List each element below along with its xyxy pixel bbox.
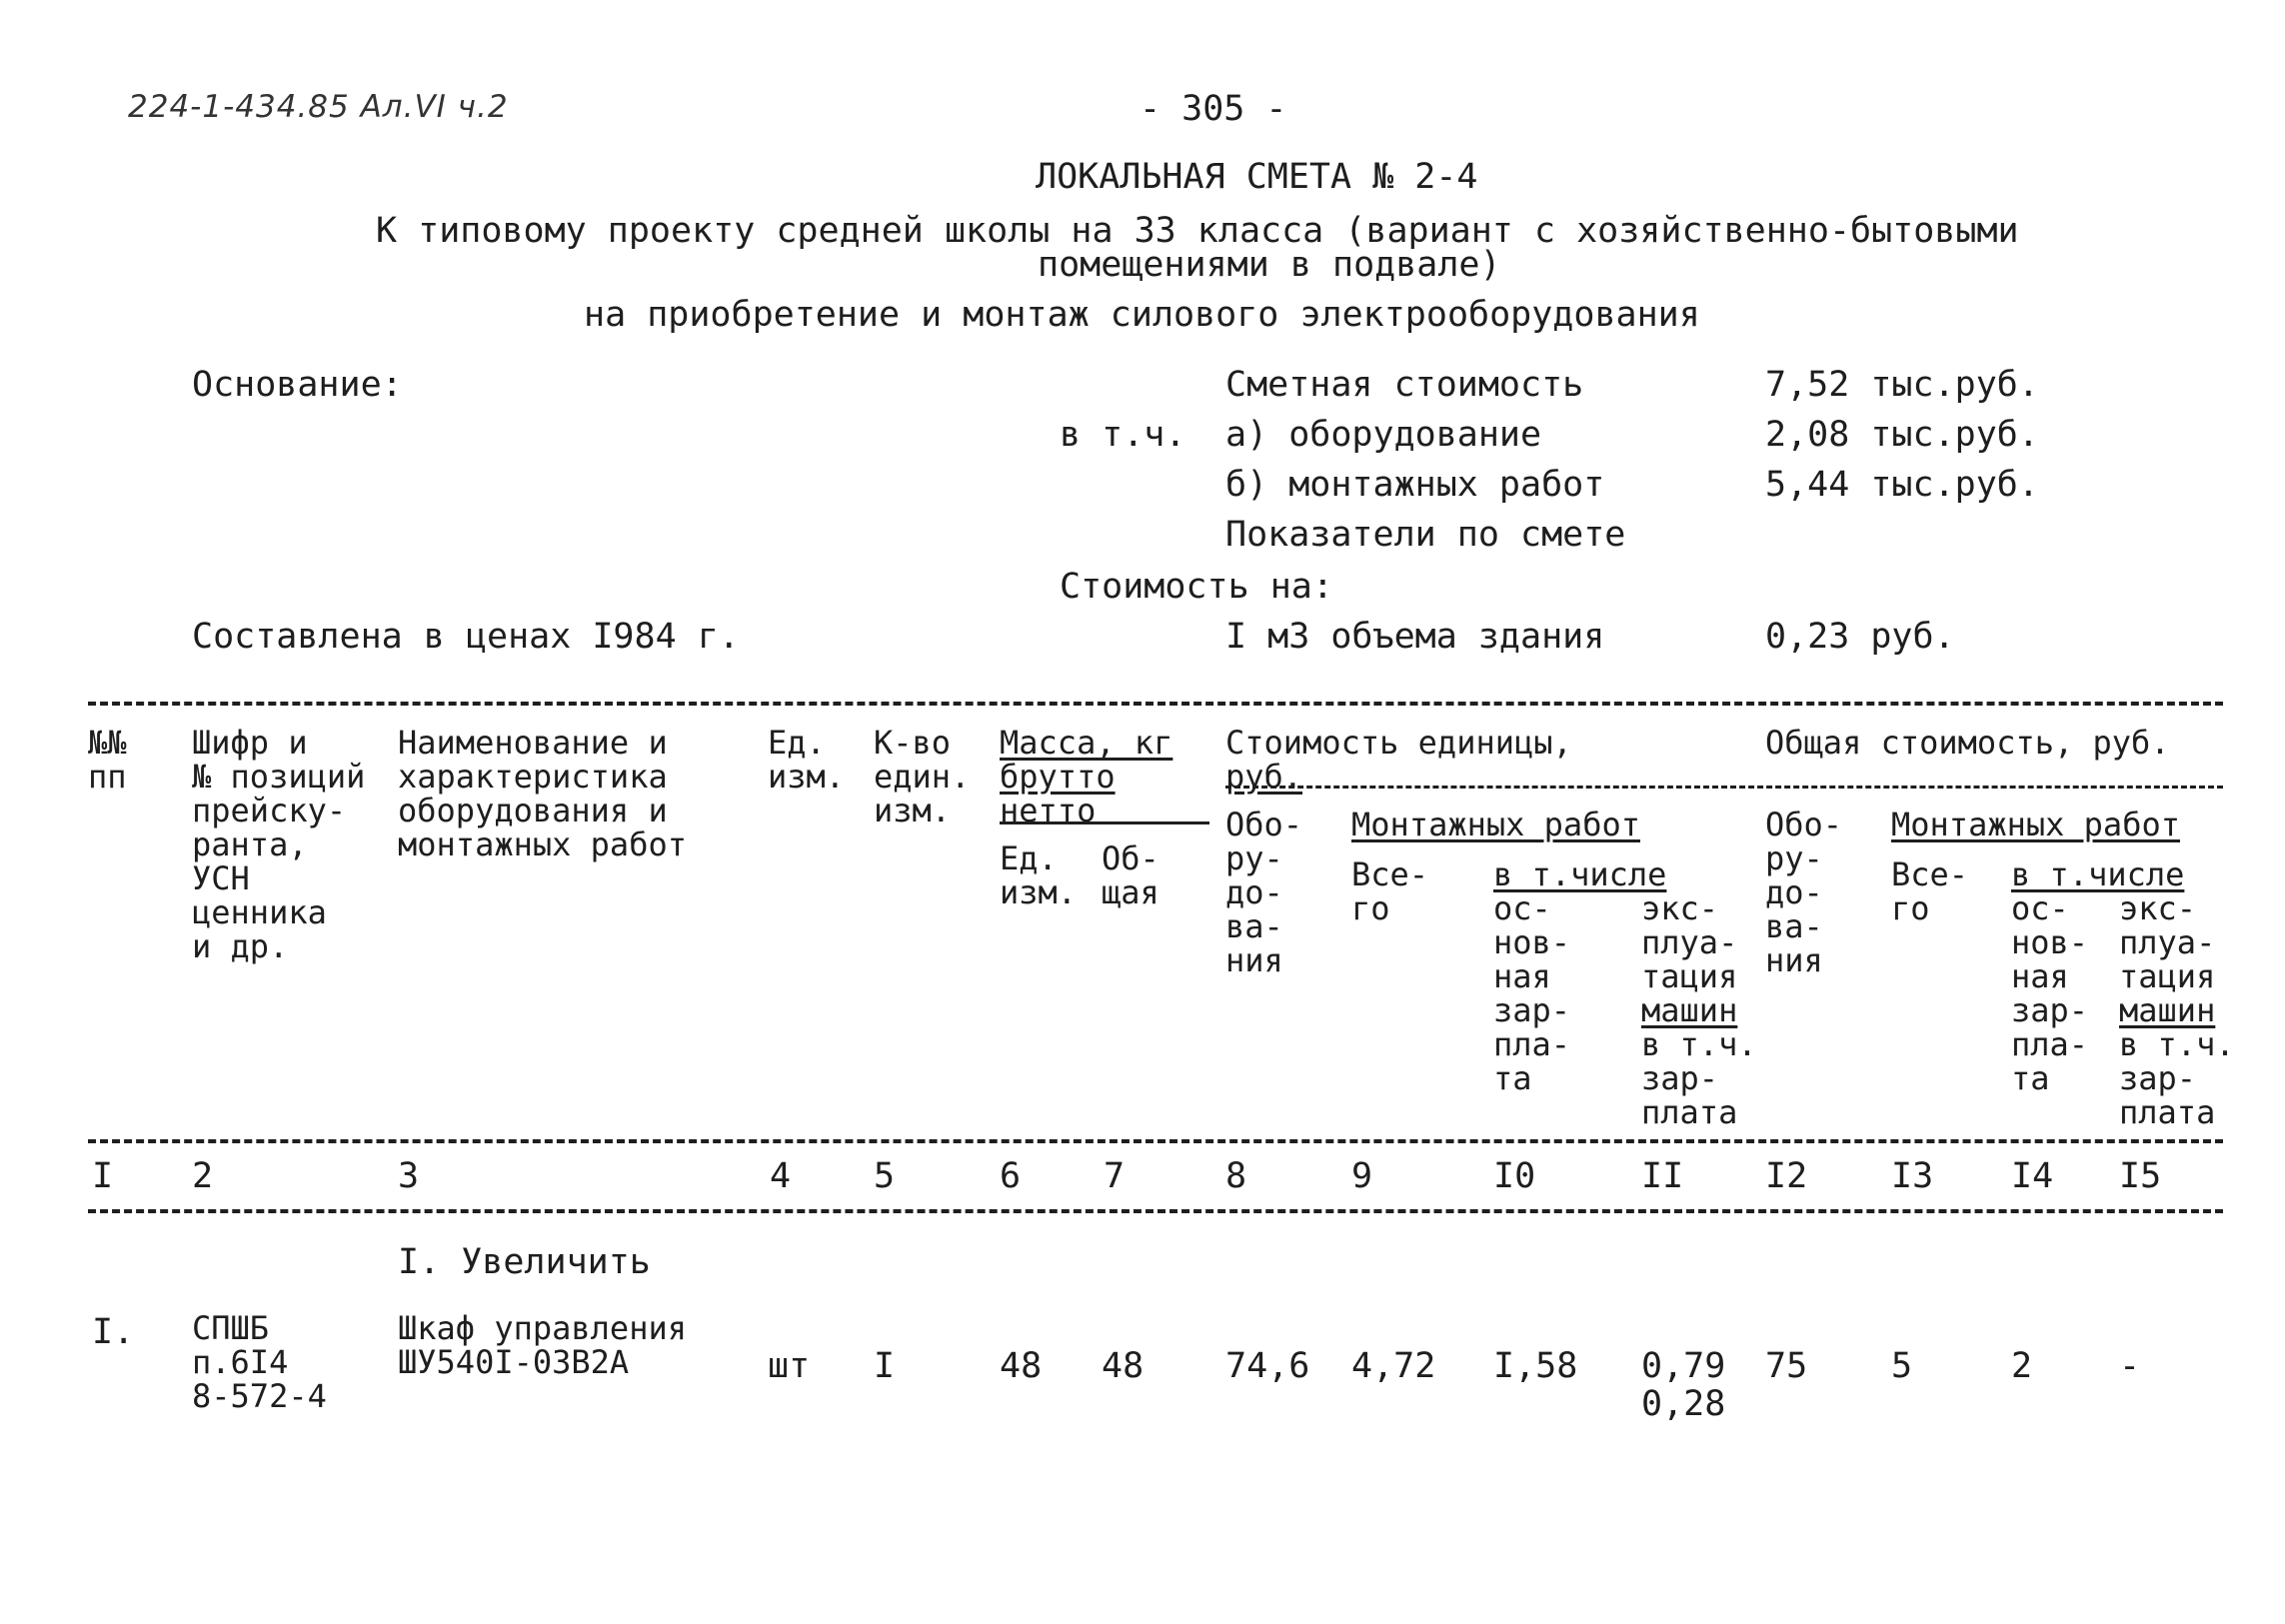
document-title: ЛОКАЛЬНАЯ СМЕТА № 2-4 <box>1036 157 1478 197</box>
column-numbers-bottom-rule <box>88 1209 2223 1213</box>
header-unit-cost-rub: руб. <box>1225 758 1303 796</box>
header-total-equipment: Обо- ру- до- ва- ния <box>1765 806 1843 979</box>
row-total-installation: 5 <box>1891 1346 1913 1386</box>
indicators-label: Показатели по смете <box>1225 515 1626 555</box>
header-mass-netto: нетто <box>1000 792 1097 829</box>
header-mass-title: Масса, кг <box>1000 724 1173 762</box>
column-number: 6 <box>1000 1156 1022 1196</box>
row-unit-base-salary: I,58 <box>1493 1346 1578 1386</box>
header-unit-cost-title: Стоимость единицы, <box>1225 724 1572 762</box>
column-number: I0 <box>1493 1156 1536 1196</box>
row-unit-machines: 0,79 0,28 <box>1641 1346 1726 1424</box>
volume-indicator-value: 0,23 руб. <box>1765 617 1955 657</box>
header-unit-base-salary: ос- нов- ная зар- пла- та <box>1493 889 1571 1097</box>
column-number: 8 <box>1225 1156 1247 1196</box>
volume-indicator-label: I м3 объема здания <box>1225 617 1605 657</box>
header-unit-including: в т.числе <box>1493 855 1667 893</box>
column-numbers-top-rule <box>88 1139 2223 1143</box>
header-mass-unit: Ед. изм. <box>1000 839 1078 911</box>
cost-per-label: Стоимость на: <box>1060 567 1333 607</box>
column-number: 5 <box>874 1156 896 1196</box>
column-number: 2 <box>192 1156 214 1196</box>
header-unit-machines-salary: в т.ч. зар- плата <box>1641 1025 1757 1131</box>
header-total-cost-title: Общая стоимость, руб. <box>1765 724 2170 762</box>
subtitle-line-2: помещениями в подвале) <box>1038 245 1501 285</box>
row-mass-total: 48 <box>1102 1346 1144 1386</box>
row-total-equipment: 75 <box>1765 1346 1808 1386</box>
row-unit-equipment: 74,6 <box>1225 1346 1310 1386</box>
prices-note: Составлена в ценах I984 г. <box>192 617 740 657</box>
header-price-code: Шифр и № позиций прейску- ранта, УСН ценника и др. <box>192 724 366 965</box>
header-total-base-salary: ос- нов- ная зар- пла- та <box>2011 889 2089 1097</box>
installation-cost-label: б) монтажных работ <box>1225 465 1605 505</box>
header-total-machines: экс- плуа- тация <box>2119 889 2216 995</box>
subtitle-line-3: на приобретение и монтаж силового электрооборудования <box>584 295 1700 335</box>
estimate-cost-label: Сметная стоимость <box>1225 365 1584 405</box>
header-unit-machines: экс- плуа- тация <box>1641 889 1738 995</box>
column-number: 4 <box>770 1156 792 1196</box>
header-unit-machines-word: машин <box>1641 991 1738 1029</box>
row-number: I. <box>92 1312 135 1352</box>
installation-cost-value: 5,44 тыс.руб. <box>1765 465 2039 505</box>
table-top-rule <box>88 702 2223 706</box>
header-quantity: К-во един. изм. <box>874 724 971 829</box>
row-item-name: Шкаф управления ШУ540I-03В2А <box>398 1309 687 1381</box>
header-mass-total: Об- щая <box>1102 839 1159 911</box>
row-total-base-salary: 2 <box>2011 1346 2033 1386</box>
header-total-including: в т.числе <box>2011 855 2185 893</box>
equipment-cost-label: а) оборудование <box>1225 415 1542 455</box>
header-unit: Ед. изм. <box>768 724 846 796</box>
equipment-cost-value: 2,08 тыс.руб. <box>1765 415 2039 455</box>
header-row-number: №№ пп <box>88 724 127 796</box>
column-number: II <box>1641 1156 1684 1196</box>
page-number: - 305 - <box>1140 89 1287 129</box>
column-number: I3 <box>1891 1156 1934 1196</box>
header-total-installation-title: Монтажных работ <box>1891 806 2180 843</box>
header-unit-installation-title: Монтажных работ <box>1351 806 1640 843</box>
header-total-machines-salary: в т.ч. зар- плата <box>2119 1025 2235 1131</box>
row-unit-installation-total: 4,72 <box>1351 1346 1436 1386</box>
column-number: 9 <box>1351 1156 1373 1196</box>
estimate-cost-value: 7,52 тыс.руб. <box>1765 365 2039 405</box>
column-number: I4 <box>2011 1156 2054 1196</box>
row-unit: шт <box>768 1346 811 1386</box>
column-number: I5 <box>2119 1156 2162 1196</box>
header-total-machines-word: машин <box>2119 991 2216 1029</box>
document-reference: 224-1-434.85 Ал.VI ч.2 <box>128 89 509 125</box>
row-price-code: СПШБ п.6I4 8-572-4 <box>192 1309 327 1415</box>
column-number: I2 <box>1765 1156 1808 1196</box>
row-quantity: I <box>874 1346 896 1386</box>
header-total-installation-total: Все- го <box>1891 855 1969 927</box>
cost-header-rule <box>1225 786 2223 789</box>
column-number: 3 <box>398 1156 420 1196</box>
header-mass-brutto: брутто <box>1000 758 1116 796</box>
column-number: I <box>92 1156 114 1196</box>
row-mass-unit: 48 <box>1000 1346 1043 1386</box>
header-unit-installation-total: Все- го <box>1351 855 1429 927</box>
subtitle-line-1: К типовому проекту средней школы на 33 класса (вариант с хозяйственно-бытовыми <box>376 211 2019 251</box>
column-number: 7 <box>1104 1156 1126 1196</box>
header-item-name: Наименование и характеристика оборудования и монтажных работ <box>398 724 687 863</box>
basis-label: Основание: <box>192 365 403 405</box>
section-title: I. Увеличить <box>398 1242 651 1282</box>
header-unit-equipment: Обо- ру- до- ва- ния <box>1225 806 1303 979</box>
row-total-machines: - <box>2119 1346 2141 1386</box>
including-label: в т.ч. <box>1060 415 1186 455</box>
